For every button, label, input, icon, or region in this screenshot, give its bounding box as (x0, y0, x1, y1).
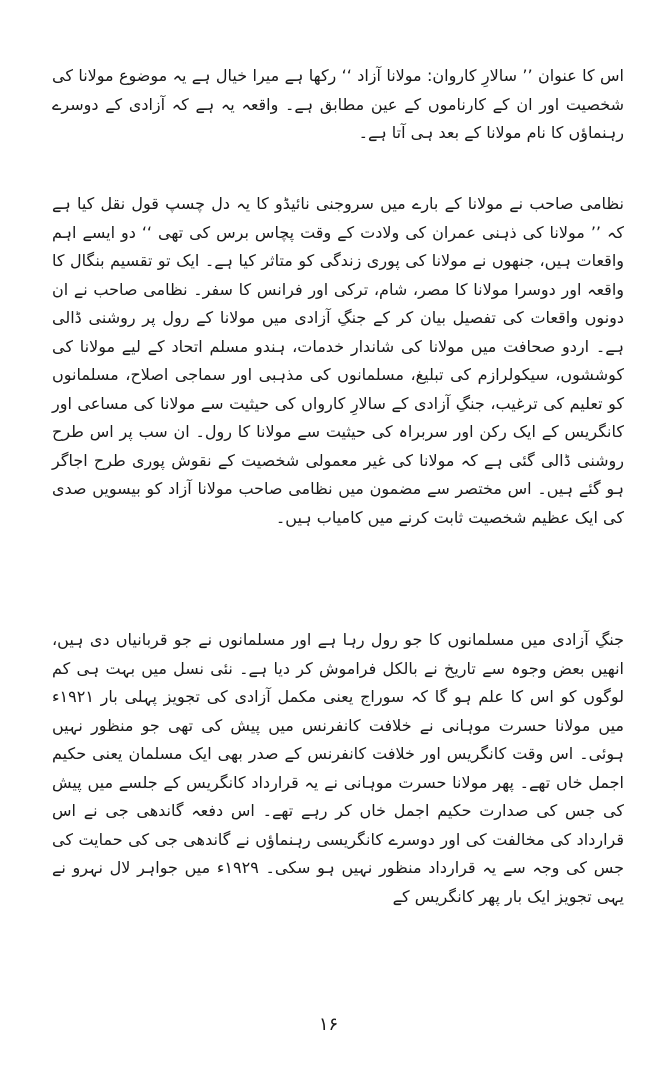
paragraph-3: جنگِ آزادی میں مسلمانوں کا جو رول رہا ہے اور مسلمانوں نے جو قربانیاں دی ہیں، انھیں بعض وجوہ سے تاریخ نے بالکل فراموش کر دیا ہے۔ نئی نسل میں بہت ہی کم لوگوں کو اس کا علم ہو گا کہ سوراج یعنی مکمل آزادی کی تجویز پہلی بار ۱۹۲۱ء میں مولانا حسرت موہانی نے خلافت کانفرنس میں پیش کی تھی جو منظور نہیں ہوئی۔ اس وقت کانگریس اور خلافت کانفرنس کے صدر بھی ایک مسلمان یعنی حکیم اجمل خاں تھے۔ پھر مولانا حسرت موہانی نے یہ قرارداد کانگریس کے جلسے میں پیش کی جس کی صدارت حکیم اجمل خاں کر رہے تھے۔ اس دفعہ گاندھی جی نے اس قرارداد کی مخالفت کی اور دوسرے کانگریسی رہنماؤں نے گاندھی جی کی حمایت کی جس کی وجہ سے یہ قرارداد منظور نہیں ہو سکی۔ ۱۹۲۹ء میں جواہر لال نہرو نے یہی تجویز ایک بار پھر کانگریس کے (52, 630, 625, 906)
paragraph-2: نظامی صاحب نے مولانا کے بارے میں سروجنی نائیڈو کا یہ دل چسپ قول نقل کیا ہے کہ ’’ مولانا کی ذہنی عمران کی ولادت کے وقت پچاس برس کی تھی ‘‘ دو ایسے اہم واقعات ہیں، جنھوں نے مولانا کی پوری زندگی کو متاثر کیا ہے۔ ایک تو تقسیم بنگال کا واقعہ اور دوسرا مولانا کا مصر، شام، ترکی اور فرانس کا سفر۔ نظامی صاحب نے ان دونوں واقعات کی تفصیل بیان کر کے جنگِ آزادی میں مولانا کے رول پر روشنی ڈالی ہے۔ اردو صحافت میں مولانا کی شاندار خدمات، ہندو مسلم اتحاد کے لیے مولانا کی کوششوں، سیکولرازم کی تبلیغ، مسلمانوں کی مذہبی اور سماجی اصلاح، مسلمانوں کو تعلیم کی ترغیب، جنگِ آزادی کے سالارِ کارواں کی حیثیت سے مولانا کی مساعی اور کانگریس کے ایک رکن اور سربراہ کی حیثیت سے مولانا کا رول۔ ان سب پر اس طرح روشنی ڈالی گئی ہے کہ مولانا کی غیر معمولی شخصیت کے نقوش پوری طرح اجاگر ہو گئے ہیں۔ اس مختصر سے مضمون میں نظامی صاحب مولانا آزاد کو بیسویں صدی کی ایک عظیم شخصیت ثابت کرنے میں کامیاب ہیں۔ (52, 194, 624, 527)
paragraph-1: اس کا عنوان ’’ سالارِ کاروان: مولانا آزاد ‘‘ رکھا ہے میرا خیال ہے یہ موضوع مولانا کی شخصیت اور ان کے کارناموں کے عین مطابق ہے۔ واقعہ یہ ہے کہ آزادی کے دوسرے رہنماؤں کا نام مولانا کے بعد ہی آتا ہے۔ (52, 66, 624, 142)
page-number: ۱۶ (318, 1014, 339, 1035)
